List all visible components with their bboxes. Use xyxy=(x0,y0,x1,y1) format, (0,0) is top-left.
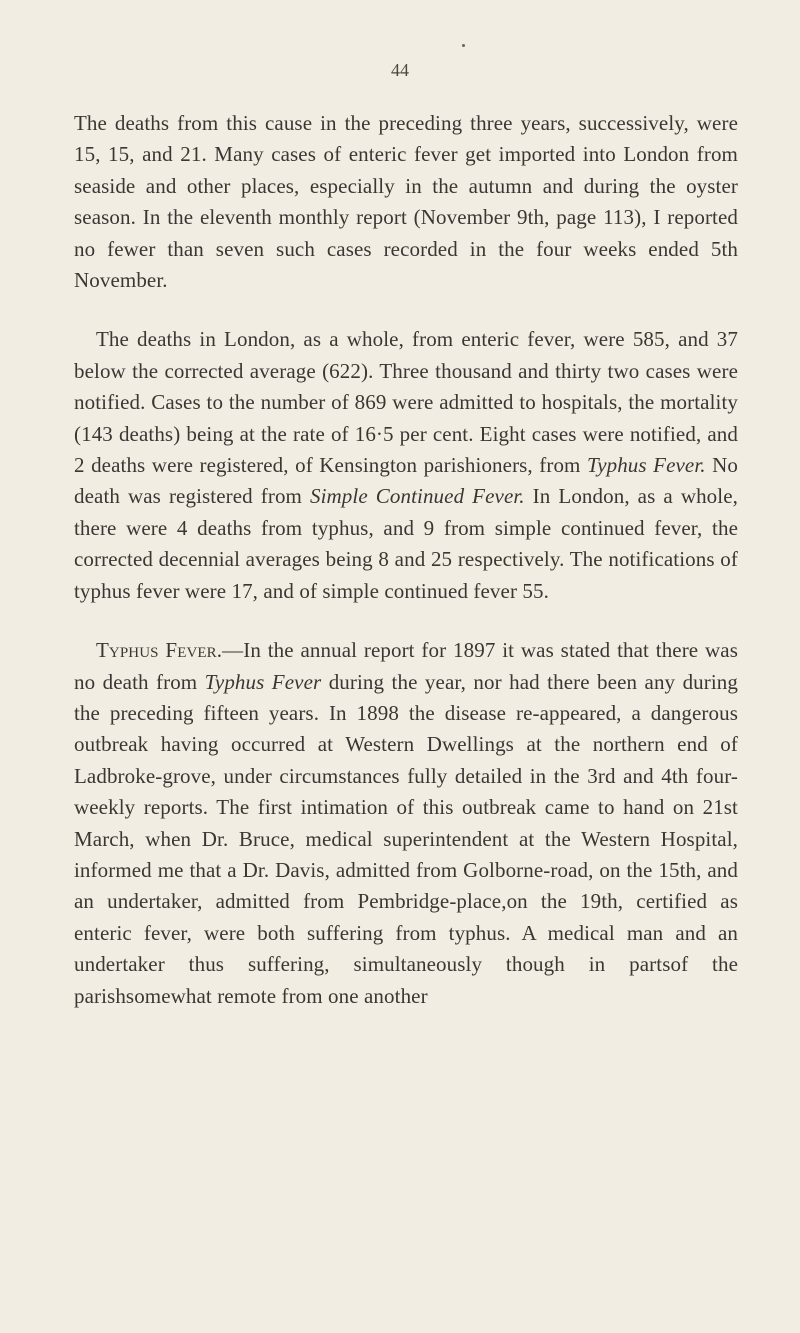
italic-term: Typhus Fever. xyxy=(586,453,706,478)
paragraph-text: In London, as a whole, there were 4 deaths from typhus, and 9 from simple continued fever, the corrected decennial averages being 8 and 25 respectively. The notifications of typhus fever were 17, and of simple continued fever 55. xyxy=(74,484,738,603)
paragraph-text: during the year, nor had there been any during the preceding fifteen years. In 1898 the disease re-appeared, a dangerous outbreak having occurred at Western Dwellings at the northern end of Ladbroke-grove, under circumstances fully detailed in the 3rd and 4th four-weekly reports. The first intimation of this outbreak came to hand on 21st March, when Dr. Bruce, medical superintendent at the Western Hospital, informed me that a Dr. Davis, admitted from Golborne-road, on the 15th, and an undertaker, admitted from Pembridge-place,on the 19th, certified as enteric fever, were both suffering from typhus. A medical man and an undertaker thus suffering, simultaneously though in partsof the parishsomewhat remote from one another xyxy=(74,669,738,1008)
paragraph-text: —In the annual report for 1897 it was stated that there was no death from xyxy=(74,638,738,694)
paragraph-enteric-imports xyxy=(74,108,738,296)
print-speck xyxy=(462,44,465,47)
paragraph-text: No death was registered from xyxy=(74,453,739,509)
page-number: 44 xyxy=(391,60,409,80)
section-heading: Typhus Fever. xyxy=(96,638,223,663)
paragraph-text: The deaths in London, as a whole, from enteric fever, were 585, and 37 below the corrected average (622). Three thousand and thirty two cases were notified. Cases to the number of 869 were admitted to hospitals, the mortality (143 deaths) being at the rate of 16·5 per cent. Eight cases were notified, and 2 deaths were registered, of Kensington parishioners, from xyxy=(74,327,738,478)
paragraph-text: The deaths from this cause in the preceding three years, successively, were 15, 15, and 21. Many cases of enteric fever get imported into London from seaside and other places, especially in the autumn and during the oyster season. In the eleventh monthly report (November 9th, page 113), I reported no fewer than seven such cases recorded in the four weeks ended 5th November. xyxy=(74,111,738,293)
italic-term: Simple Continued Fever. xyxy=(310,484,525,509)
paragraph-typhus-fever xyxy=(74,635,738,1012)
paragraph-london-deaths xyxy=(74,324,738,607)
italic-term: Typhus Fever xyxy=(204,669,322,694)
body-text xyxy=(74,108,738,1012)
